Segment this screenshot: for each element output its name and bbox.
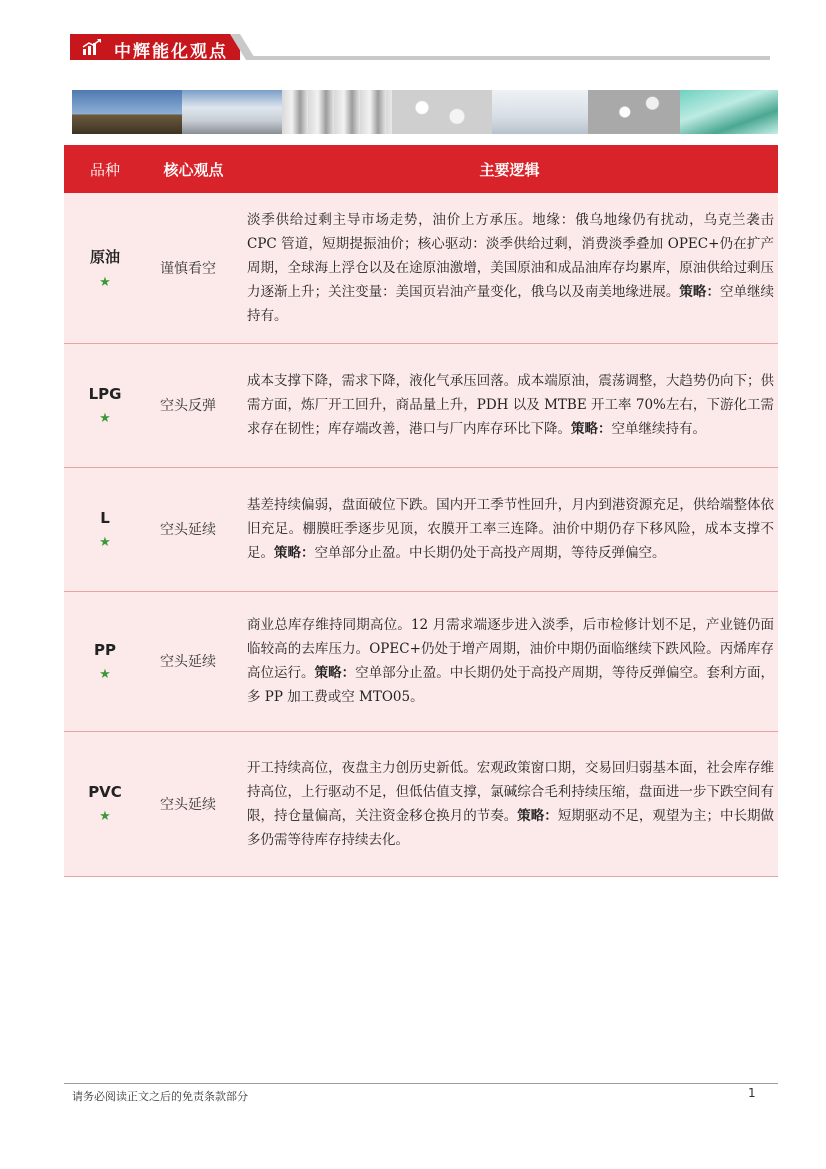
logic-cell — [241, 343, 778, 467]
table-row — [64, 467, 778, 591]
logic-text: 成本支撑下降，需求下降，液化气承压回落。成本端原油，震荡调整，大趋势仍向下；供需方面，炼厂开工回升，商品量上升，PDH 以及 MTBE 开工率 70%左右，下游化工需求存在韧性；库存端改善，港口与厂内库存环比下降。 — [247, 373, 774, 437]
variety-name: 原油 — [89, 247, 120, 266]
variety-name: PVC — [88, 783, 122, 801]
column-header-logic: 主要逻辑 — [241, 145, 778, 193]
strategy-label: 策略： — [314, 665, 356, 681]
view-cell: 空头延续 — [146, 467, 241, 591]
column-header-view: 核心观点 — [146, 145, 241, 193]
plastic-pellets-photo — [392, 90, 492, 134]
view-cell: 谨慎看空 — [146, 193, 241, 343]
star-icon: ★ — [99, 666, 111, 682]
glass-sheet-photo — [680, 90, 778, 134]
page-number: 1 — [748, 1086, 756, 1100]
footer-rule — [64, 1083, 778, 1084]
table-row — [64, 591, 778, 731]
logic-cell — [241, 467, 778, 591]
strategy-text: 空单部分止盈。中长期仍处于高投产周期，等待反弹偏空。套利方面，多 PP 加工费或空 MTO05。 — [247, 665, 775, 705]
table-row — [64, 193, 778, 343]
logic-text: 商业总库存维持同期高位。12 月需求端逐步进入淡季，后市检修计划不足，产业链仍面临较高的去库压力。OPEC+仍处于增产周期，油价中期仍面临继续下跌风险。丙烯库存高位运行。 — [247, 617, 774, 681]
view-cell: 空头延续 — [146, 731, 241, 876]
strategy-label: 策略： — [571, 421, 612, 437]
variety-cell — [64, 467, 146, 591]
header-rule — [252, 56, 770, 60]
table-row — [64, 731, 778, 876]
table-row — [64, 343, 778, 467]
logic-text: 开工持续高位，夜盘主力创历史新低。宏观政策窗口期，交易回归弱基本面，社会库存维持高位，上行驱动不足，但低估值支撑，氯碱综合毛利持续压缩，盘面进一步下跌空间有限，持仓量偏高，关注资金移仓换月的节奏。 — [247, 759, 774, 824]
variety-cell — [64, 591, 146, 731]
pvc-pipe-photo — [282, 90, 392, 134]
oil-pump-photo — [72, 90, 182, 134]
strategy-text: 短期驱动不足，观望为主；中长期做多仍需等待库存持续去化。 — [247, 807, 775, 848]
industry-banner-image — [72, 90, 778, 134]
report-header — [70, 30, 770, 62]
lpg-tank-photo — [182, 90, 282, 134]
variety-cell — [64, 731, 146, 876]
strategy-text: 空单继续持有。 — [247, 283, 775, 324]
logic-text: 基差持续偏弱，盘面破位下跌。国内开工季节性回升，月内到港资源充足，供给端整体依旧充足。棚膜旺季逐步见顶，农膜开工率三连降。油价中期仍存下移风险，成本支撑不足。 — [247, 497, 774, 561]
logic-cell — [241, 591, 778, 731]
strategy-label: 策略： — [274, 545, 315, 561]
granules-photo — [588, 90, 680, 134]
star-icon: ★ — [99, 809, 111, 824]
strategy-text: 空单继续持有。 — [611, 421, 706, 437]
variety-cell — [64, 193, 146, 343]
view-cell: 空头反弹 — [146, 343, 241, 467]
variety-name: PP — [94, 640, 116, 659]
bar-chart-icon — [82, 39, 102, 56]
star-icon: ★ — [99, 534, 111, 550]
strategy-label: 策略： — [517, 807, 558, 824]
logic-cell — [241, 193, 778, 343]
star-icon: ★ — [99, 410, 111, 426]
variety-name: L — [100, 508, 110, 527]
header-title: 中辉能化观点 — [114, 42, 228, 62]
variety-name: LPG — [88, 384, 122, 403]
resin-product-photo — [492, 90, 588, 134]
logic-cell — [241, 731, 778, 876]
table-header-row — [64, 145, 778, 193]
header-title-block — [70, 34, 240, 60]
strategy-label: 策略： — [679, 283, 720, 300]
strategy-text: 空单部分止盈。中长期仍处于高投产周期，等待反弹偏空。 — [314, 545, 666, 561]
logic-text: 淡季供给过剩主导市场走势，油价上方承压。地缘：俄乌地缘仍有扰动，乌克兰袭击 CPC 管道，短期提振油价；核心驱动：淡季供给过剩，消费淡季叠加 OPEC+仍在扩产周期，全球海上浮仓以及在途原油激增，美国原油和成品油库存均累库，原油供给过剩压力逐渐上升；关注变量：美国页岩油产量变化，俄乌以及南美地缘进展。 — [247, 211, 774, 300]
disclaimer-text: 请务必阅读正文之后的免责条款部分 — [72, 1090, 248, 1103]
column-header-variety: 品种 — [64, 145, 146, 193]
view-cell: 空头延续 — [146, 591, 241, 731]
variety-cell — [64, 343, 146, 467]
star-icon: ★ — [99, 274, 111, 290]
viewpoint-table — [64, 145, 778, 877]
